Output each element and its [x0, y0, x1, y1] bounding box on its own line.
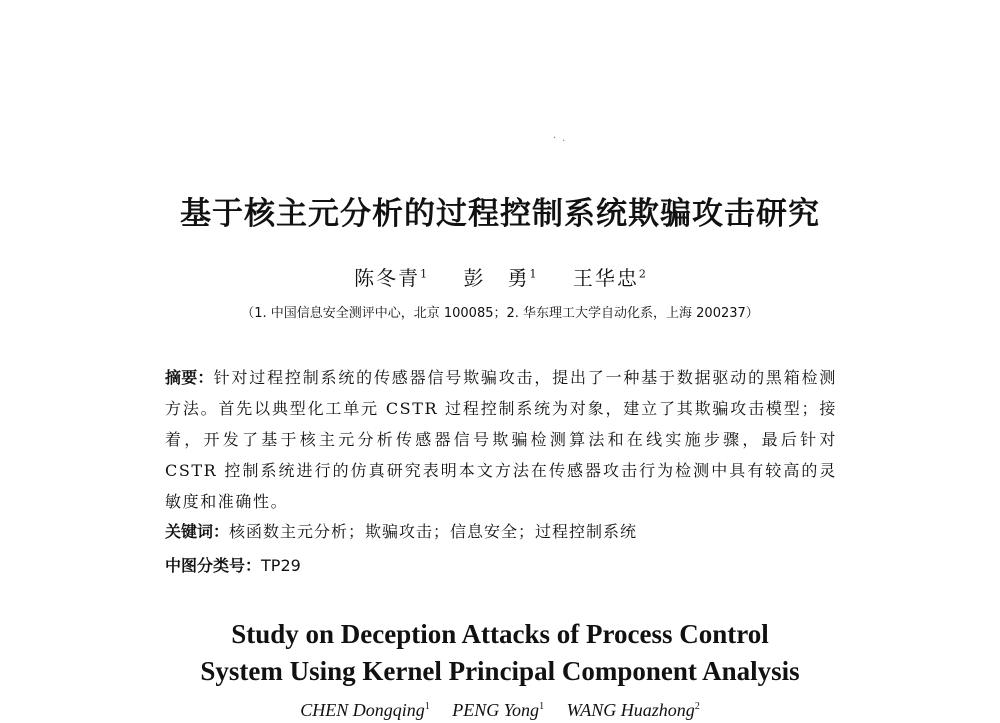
- clc-text: TP29: [261, 556, 301, 575]
- author-en: PENG Yong$^1$: [452, 700, 545, 720]
- author-list-en: [0, 700, 1000, 721]
- keywords-cn: [165, 519, 637, 542]
- affiliation-cn: （1. 中国信息安全测评中心，北京 100085；2. 华东理工大学自动化系，上海 200237）: [241, 306, 759, 321]
- clc-label: 中图分类号：: [165, 556, 262, 575]
- scan-speck: ·.: [553, 133, 572, 144]
- paper-title-en: [0, 616, 1000, 690]
- author-cn: 彭 勇$^1$: [463, 266, 537, 290]
- abstract-cn: [165, 362, 837, 517]
- title-en-line2: System Using Kernel Principal Component Analysis: [200, 656, 800, 686]
- classification-number: [165, 553, 301, 576]
- author-cn: 陈冬青$^1$: [354, 266, 428, 290]
- author-en: CHEN Dongqing$^1$: [300, 700, 430, 720]
- author-list-cn: [0, 262, 1000, 291]
- abstract-label: 摘要：: [165, 368, 214, 387]
- author-cn: 王华忠$^2$: [572, 266, 646, 290]
- keywords-text: 核函数主元分析；欺骗攻击；信息安全；过程控制系统: [229, 522, 638, 541]
- author-en: WANG Huazhong$^2$: [566, 700, 700, 720]
- title-en-line1: Study on Deception Attacks of Process Control: [231, 619, 769, 649]
- abstract-text: 针对过程控制系统的传感器信号欺骗攻击，提出了一种基于数据驱动的黑箱检测方法。首先以典型化工单元 CSTR 过程控制系统为对象，建立了其欺骗攻击模型；接着，开发了基于核主元分析传感器信号欺骗检测算法和在线实施步骤，最后针对 CSTR 控制系统进行的仿真研究表明本文方法在传感器攻击行为检测中具有较高的灵敏度和准确性。: [165, 368, 837, 511]
- keywords-label: 关键词：: [165, 522, 230, 541]
- paper-title-cn: 基于核主元分析的过程控制系统欺骗攻击研究: [180, 196, 820, 232]
